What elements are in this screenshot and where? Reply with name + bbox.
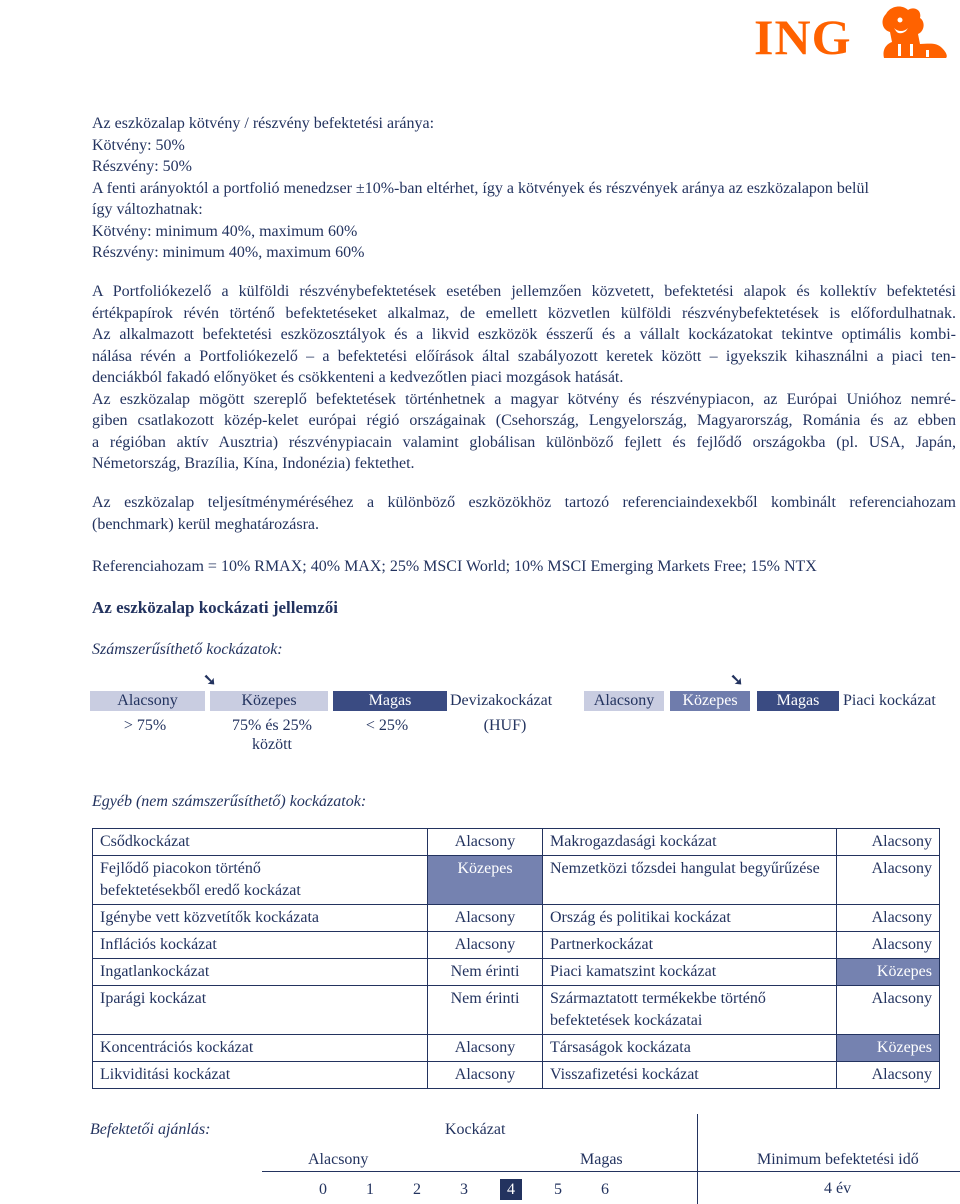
allocation-equity-range: Részvény: minimum 40%, maximum 60% [92, 244, 365, 261]
currency-level-high: Magas [333, 691, 447, 711]
benchmark-formula [92, 556, 956, 578]
risk-level: Közepes [837, 1035, 940, 1062]
risk-name: Inflációs kockázat [93, 932, 428, 959]
risk-scale-row [0, 691, 960, 711]
risk-name-line2: befektetésekből eredő kockázat [100, 882, 301, 899]
risk-name: Partnerkockázat [543, 932, 837, 959]
benchmark-formula-text: Referenciahozam = 10% RMAX; 40% MAX; 25% MSCI World; 10% MSCI Emerging Markets Free; 15% NTX [92, 558, 817, 575]
market-level-mid: Közepes [670, 691, 750, 711]
risk-name: Likviditási kockázat [93, 1062, 428, 1089]
other-risk-label: Egyéb (nem számszerűsíthető) kockázatok: [92, 793, 367, 810]
risk-scale-value: 1 [366, 1181, 374, 1198]
currency-value-huf: (HUF) [483, 717, 527, 734]
recommendation-risk-label: Kockázat [445, 1121, 506, 1138]
table-row [93, 986, 940, 1035]
allocation-equity: Részvény: 50% [92, 158, 192, 175]
risk-level: Alacsony [837, 856, 940, 905]
allocation-title: Az eszközalap kötvény / részvény befektetési aránya: [92, 115, 435, 132]
risk-level: Nem érinti [428, 986, 543, 1035]
allocation-block [92, 113, 956, 264]
risk-name: Ingatlankockázat [93, 959, 428, 986]
risk-heading: Az eszközalap kockázati jellemzői [92, 598, 338, 617]
risk-scale-value: 6 [601, 1181, 609, 1198]
quantifiable-risk-label: Számszerűsíthető kockázatok: [92, 641, 283, 658]
recommendation-low-label: Alacsony [308, 1151, 369, 1168]
strategy-line: A Portfoliókezelő a külföldi részvénybefektetések esetében jellemzően közvetett, befektetési alapok és kollektív befektetési [92, 283, 956, 300]
risk-level: Közepes [428, 856, 543, 905]
strategy-line: Németország, Brazília, Kína, Indonézia) fektethet. [92, 455, 415, 472]
table-row [93, 959, 940, 986]
risk-name: Nemzetközi tőzsdei hangulat begyűrűzése [543, 856, 837, 905]
market-risk-label: Piaci kockázat [843, 692, 936, 709]
ing-logo [754, 4, 960, 65]
ing-logo-text: ING [754, 9, 852, 65]
risk-level: Nem érinti [428, 959, 543, 986]
risk-level: Alacsony [837, 905, 940, 932]
currency-value-high: < 25% [365, 717, 409, 734]
strategy-line: denciákból fakadó előnyöket és csökkenteni a kedvezőtlen piaci mozgások hatását. [92, 369, 624, 386]
risk-name [543, 986, 837, 1035]
risk-name: Társaságok kockázata [543, 1035, 837, 1062]
risk-level: Alacsony [428, 905, 543, 932]
allocation-bond: Kötvény: 50% [92, 136, 185, 154]
currency-level-low: Alacsony [90, 691, 205, 711]
strategy-line: nálása révén a Portfoliókezelő – a befektetési előírások által szabályozott keretek között – igyekszik kihasználni a piaci ten- [92, 347, 956, 365]
risk-level: Alacsony [837, 932, 940, 959]
risk-name-line1: Fejlődő piacokon történő [100, 860, 261, 877]
currency-value-mid-line1: 75% és 25% [232, 717, 312, 734]
risk-scale-value: 2 [413, 1181, 421, 1198]
table-row [93, 1062, 940, 1089]
risk-level: Alacsony [428, 932, 543, 959]
risk-name: Koncentrációs kockázat [93, 1035, 428, 1062]
strategy-line: a régióban aktív Ausztria) részvénypiacain valamint globálisan különböző fejlett és fejlődő országokba (pl. USA, Japán, [92, 433, 956, 451]
arrow-down-right-icon: ➘ [730, 672, 744, 689]
risk-level: Alacsony [837, 986, 940, 1035]
currency-value-mid [222, 716, 322, 754]
table-row [93, 1035, 940, 1062]
currency-risk-label: Devizakockázat [450, 692, 553, 709]
lion-icon [876, 4, 956, 60]
risk-name-line1: Származtatott termékekbe történő [550, 990, 766, 1007]
risk-name: Piaci kamatszint kockázat [543, 959, 837, 986]
risk-scale-value: 3 [460, 1181, 468, 1198]
risk-level: Alacsony [837, 1062, 940, 1089]
risk-level: Alacsony [428, 829, 543, 856]
allocation-deviation: A fenti arányoktól a portfolió menedzser ±10%-ban eltérhet, így a kötvények és részvények aránya az eszközalapon belül [92, 179, 869, 197]
recommendation-high-label: Magas [580, 1151, 623, 1168]
risk-level: Alacsony [428, 1062, 543, 1089]
risk-name: Ország és politikai kockázat [543, 905, 837, 932]
strategy-line: Az eszközalap mögött szereplő befektetések történhetnek a magyar kötvény és részvénypiacon, az Európai Unióhoz nemré- [92, 390, 956, 408]
market-level-high: Magas [757, 691, 839, 711]
risk-level: Alacsony [428, 1035, 543, 1062]
risk-level: Közepes [837, 959, 940, 986]
risk-scale-value: 0 [319, 1181, 327, 1198]
strategy-block [92, 281, 956, 475]
market-level-low: Alacsony [584, 691, 664, 711]
currency-value-mid-line2: között [252, 736, 292, 753]
recommendation-vertical-divider [697, 1114, 698, 1204]
arrow-down-right-icon: ➘ [203, 672, 217, 689]
risk-name-line2: befektetések kockázatai [550, 1012, 703, 1029]
benchmark-line: Az eszközalap teljesítményméréséhez a különböző eszközökhöz tartozó referenciaindexekből kombinált referenciahozam [92, 494, 956, 511]
risk-level: Alacsony [837, 829, 940, 856]
recommendation-label: Befektetői ajánlás: [90, 1121, 211, 1138]
strategy-line: giben csatlakozott közép-kelet európai régió országainak (Csehország, Lengyelország, Magyarország, Románia és az ebben [92, 412, 956, 429]
risk-scale-value-selected: 4 [500, 1179, 522, 1200]
strategy-line: értékpapírok révén történő befektetéseket alkalmaz, de emellett közvetlen külföldi részvénybefektetések is előfordulhatnak. [92, 304, 956, 322]
table-row [93, 829, 940, 856]
risk-name: Igénybe vett közvetítők kockázata [93, 905, 428, 932]
recommendation-min-period-label: Minimum befektetési idő [757, 1151, 919, 1168]
allocation-deviation-cont: így változhatnak: [92, 201, 203, 218]
recommendation-divider [262, 1171, 960, 1172]
currency-value-low: > 75% [123, 717, 167, 734]
benchmark-text [92, 492, 956, 535]
strategy-line: Az alkalmazott befektetési eszközosztályok és a likvid eszközök ésszerű és a vállalt kockázatokat tekintve optimális kombi- [92, 326, 956, 343]
risk-name: Iparági kockázat [93, 986, 428, 1035]
risk-name: Makrogazdasági kockázat [543, 829, 837, 856]
table-row [93, 905, 940, 932]
risk-name: Csődkockázat [93, 829, 428, 856]
risk-scale-value: 5 [554, 1181, 562, 1198]
risk-name [93, 856, 428, 905]
other-risk-table [92, 828, 940, 1089]
risk-name: Visszafizetési kockázat [543, 1062, 837, 1089]
recommendation-period: 4 év [824, 1180, 852, 1197]
table-row [93, 856, 940, 905]
benchmark-line: (benchmark) kerül meghatározásra. [92, 515, 319, 533]
currency-level-mid: Közepes [210, 691, 328, 711]
table-row [93, 932, 940, 959]
allocation-bond-range: Kötvény: minimum 40%, maximum 60% [92, 222, 358, 240]
